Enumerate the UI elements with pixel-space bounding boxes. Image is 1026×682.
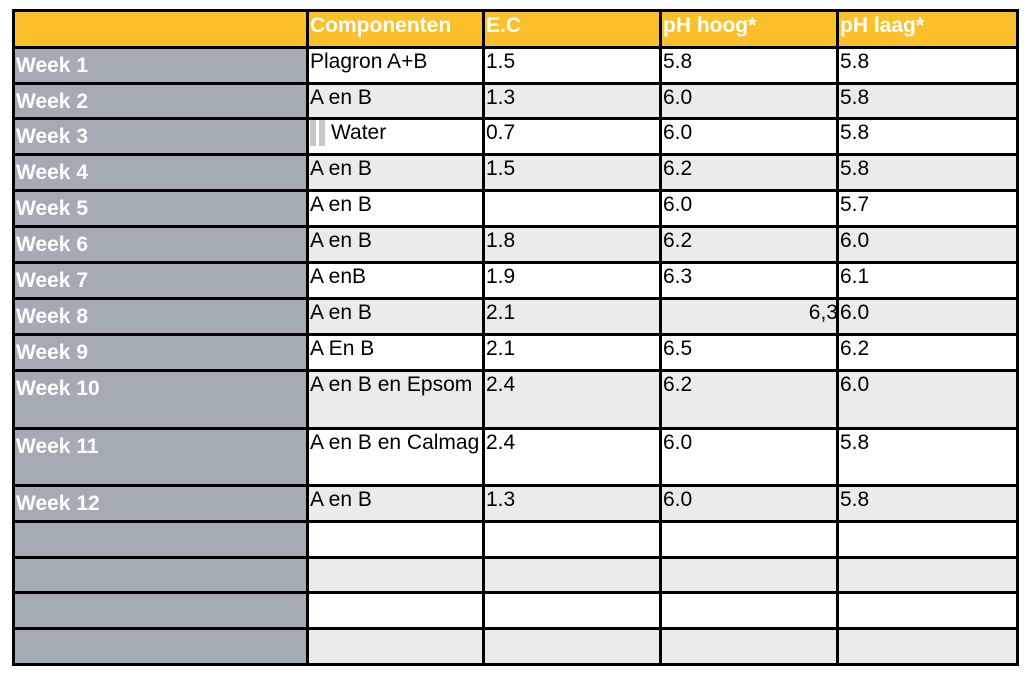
ph-high-cell: 6.3 (661, 263, 838, 299)
nutrient-schedule-table (12, 9, 1019, 666)
ph-high-cell (661, 299, 838, 335)
ph-low-cell: 5.8 (838, 48, 1018, 84)
ph-high-cell (661, 629, 838, 665)
ph-high-cell (661, 558, 838, 593)
ec-cell: 1.8 (484, 227, 661, 263)
ec-cell: 1.3 (484, 84, 661, 119)
week-cell: Week 8 (14, 299, 308, 335)
ph-high-cell: 6.0 (661, 119, 838, 155)
ph-low-cell (838, 629, 1018, 665)
ec-cell (484, 558, 661, 593)
week-cell: Week 1 (14, 48, 308, 84)
header-week (14, 11, 308, 48)
ph-low-cell: 6.0 (838, 227, 1018, 263)
table-row (14, 558, 1018, 593)
ph-low-cell: 6.2 (838, 335, 1018, 371)
ph-low-cell: 6.0 (838, 371, 1018, 429)
ph-high-cell: 5.8 (661, 48, 838, 84)
ec-cell: 2.1 (484, 299, 661, 335)
header-row (14, 11, 1018, 48)
week-cell: Week 7 (14, 263, 308, 299)
marker-icon (310, 120, 316, 146)
components-cell: A en B (308, 155, 484, 191)
table-row (14, 119, 1018, 155)
components-cell: A en B (308, 227, 484, 263)
week-cell (14, 522, 308, 558)
table-row (14, 155, 1018, 191)
ph-high-cell: 6.2 (661, 227, 838, 263)
ph-low-cell: 5.8 (838, 84, 1018, 119)
components-cell: A en B (308, 486, 484, 522)
table-row (14, 227, 1018, 263)
table-row (14, 522, 1018, 558)
components-cell: A enB (308, 263, 484, 299)
components-text: Water (331, 121, 387, 144)
week-cell (14, 629, 308, 665)
header-ec: E.C (484, 11, 661, 48)
table-row (14, 299, 1018, 335)
table-row (14, 371, 1018, 429)
table-row (14, 429, 1018, 486)
ec-cell: 2.4 (484, 429, 661, 486)
components-cell (308, 119, 484, 155)
ec-cell: 1.9 (484, 263, 661, 299)
table-row (14, 84, 1018, 119)
marker-icon (319, 120, 325, 146)
ph-low-cell: 5.7 (838, 191, 1018, 227)
components-cell (308, 558, 484, 593)
header-ph-low: pH laag* (838, 11, 1018, 48)
ph-low-cell (838, 593, 1018, 629)
components-cell: A en B (308, 191, 484, 227)
ph-high-cell: 6.2 (661, 371, 838, 429)
components-cell: A En B (308, 335, 484, 371)
ec-cell (484, 191, 661, 227)
ec-cell (484, 593, 661, 629)
ph-low-cell (838, 558, 1018, 593)
table-row (14, 629, 1018, 665)
ph-high-cell: 6.0 (661, 191, 838, 227)
ph-low-cell: 5.8 (838, 119, 1018, 155)
table-row (14, 48, 1018, 84)
components-cell: A en B en Epsom (308, 371, 484, 429)
table-row (14, 486, 1018, 522)
components-cell (308, 629, 484, 665)
ph-high-cell: 6.0 (661, 84, 838, 119)
ph-low-cell: 6.0 (838, 299, 1018, 335)
week-cell: Week 6 (14, 227, 308, 263)
components-cell: A en B (308, 84, 484, 119)
components-cell: Plagron A+B (308, 48, 484, 84)
week-cell (14, 558, 308, 593)
week-cell: Week 12 (14, 486, 308, 522)
ph-low-cell: 5.8 (838, 429, 1018, 486)
week-cell: Week 4 (14, 155, 308, 191)
table-row (14, 191, 1018, 227)
ec-cell: 1.5 (484, 48, 661, 84)
ec-cell: 1.5 (484, 155, 661, 191)
week-cell: Week 10 (14, 371, 308, 429)
ec-cell: 0.7 (484, 119, 661, 155)
components-cell: A en B (308, 299, 484, 335)
ph-high-text: 6,3 (808, 301, 838, 324)
ec-cell: 2.1 (484, 335, 661, 371)
week-cell: Week 3 (14, 119, 308, 155)
ph-low-cell: 5.8 (838, 486, 1018, 522)
week-cell: Week 5 (14, 191, 308, 227)
ph-low-cell (838, 522, 1018, 558)
ec-cell: 1.3 (484, 486, 661, 522)
table-row (14, 263, 1018, 299)
table-row (14, 593, 1018, 629)
ec-cell (484, 522, 661, 558)
components-cell (308, 593, 484, 629)
week-cell: Week 11 (14, 429, 308, 486)
week-cell: Week 2 (14, 84, 308, 119)
ph-high-cell (661, 593, 838, 629)
ec-cell (484, 629, 661, 665)
components-cell (308, 522, 484, 558)
ph-low-cell: 6.1 (838, 263, 1018, 299)
ec-cell: 2.4 (484, 371, 661, 429)
ph-high-cell: 6.0 (661, 486, 838, 522)
table-row (14, 335, 1018, 371)
header-components: Componenten (308, 11, 484, 48)
ph-high-cell (661, 522, 838, 558)
header-ph-high: pH hoog* (661, 11, 838, 48)
components-cell: A en B en Calmag (308, 429, 484, 486)
ph-high-cell: 6.2 (661, 155, 838, 191)
week-cell (14, 593, 308, 629)
ph-high-cell: 6.0 (661, 429, 838, 486)
ph-low-cell: 5.8 (838, 155, 1018, 191)
week-cell: Week 9 (14, 335, 308, 371)
ph-high-cell: 6.5 (661, 335, 838, 371)
